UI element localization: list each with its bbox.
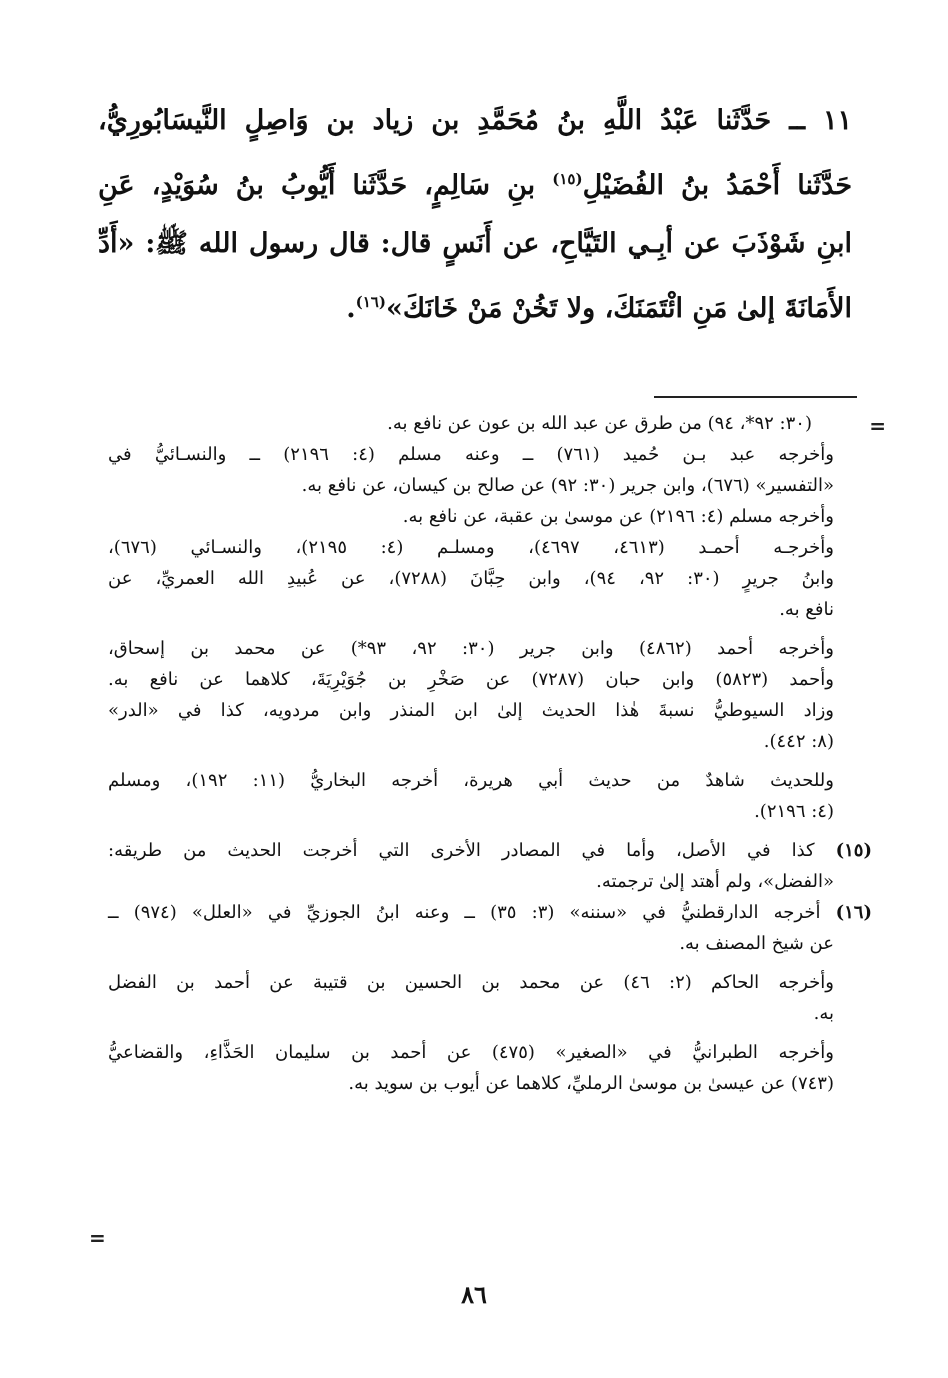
footnote-separator — [654, 396, 857, 398]
footnote-paragraph — [108, 695, 872, 757]
hadith-line-2 — [98, 150, 852, 215]
hadith-line-1: ١١ ــ حَدَّثَنا عَبْدُ اللَّهِ بنُ مُحَمَّدِ بن زياد بن وَاصِلٍ النَّيسَابُورِيُّ، — [98, 105, 852, 136]
footnote-line: وأخرجه الطبرانيُّ في «الصغير» (٤٧٥) عن أحمد بن سليمان الحَذَّاءِ، والقضاعيُّ — [108, 1042, 834, 1063]
footnote-line: وأخرجه عبد بـن حُميد (٧٦١) ــ وعنه مسلم (٤: ٢١٩٦) ــ والنسـائيُّ في — [108, 444, 835, 465]
footnote-number: (١٦) — [835, 902, 872, 923]
paragraph-gap — [108, 959, 872, 967]
footnote-line: وابنُ جريرٍ (٣٠: ٩٢، ٩٤)، وابن حِبَّانَ (٧٢٨٨)، عن عُبيدِ الله العمريِّ، عن — [108, 568, 835, 589]
footnote-ref-15: (١٥) — [552, 170, 583, 188]
footnote-number: (١٥) — [835, 840, 872, 861]
footnote-line: «التفسير» (٦٧٦)، وابن جرير (٣٠: ٩٢) عن صالح بن كيسان، عن نافع به. — [301, 475, 834, 496]
footnotes — [108, 408, 872, 1099]
footnote-16 — [108, 897, 872, 959]
hadith-line-2-b: بنِ سَالِمٍ، حَدَّثَنا أَيُّوبُ بنُ سُوَيْدٍ، عَنِ — [98, 170, 553, 201]
footnote-text: كذا في الأصل، وأما في المصادر الأخرى التي أخرجت الحديث من طريقه: — [108, 840, 836, 861]
page-number: ٨٦ — [461, 1280, 487, 1309]
footnote-line: به. — [813, 1003, 834, 1024]
hadith-line-2-a: حَدَّثَنا أَحْمَدُ بنُ الفُضَيْلِ — [582, 170, 853, 201]
paragraph-gap — [108, 757, 872, 765]
footnote-15 — [108, 835, 872, 897]
footnote-line: وأخرجه مسلم (٤: ٢١٩٦) عن موسىٰ بن عقبة، عن نافع به. — [402, 506, 834, 527]
footnote-line: «الفضل»، ولم أهتد إلىٰ ترجمته. — [596, 871, 834, 892]
footnote-line: عن شيخ المصنف به. — [679, 933, 834, 954]
footnote-line: نافع به. — [779, 599, 834, 620]
footnote-paragraph — [108, 967, 872, 1029]
footnote-line: (٣٠: ٩٢*، ٩٤) من طرق عن عبد الله بن عون عن نافع به. — [387, 413, 812, 434]
continuation-mark-bottom: = — [89, 1226, 106, 1250]
footnote-text: أخرجه الدارقطنيُّ في «سننه» (٣: ٣٥) ــ وعنه ابنُ الجوزيِّ في «العلل» (٩٧٤) ــ — [108, 902, 836, 923]
hadith-line-4-a: الأَمَانَةَ إلىٰ مَنِ ائْتَمَنَكَ، ولا تَخُنْ مَنْ خَانَكَ» — [385, 293, 852, 324]
paragraph-gap — [108, 625, 872, 633]
hadith-line-4-end: . — [346, 293, 356, 324]
footnote-paragraph — [108, 439, 872, 501]
paragraph-gap — [108, 827, 872, 835]
paragraph-gap — [108, 1029, 872, 1037]
footnote-paragraph — [108, 765, 872, 827]
footnote-ref-16: (١٦) — [355, 293, 386, 311]
footnote-line — [108, 835, 872, 866]
footnote-line: وأحمد (٥٨٢٣) وابن حبان (٧٢٨٧) عن صَخْرِ بن جُوَيْرِيَةَ، كلاهما عن نافع به. — [108, 669, 834, 690]
footnote-line: وزاد السيوطيُّ نسبةَ هٰذا الحديث إلىٰ ابن المنذر وابن مردويه، كذا في «الدر» — [108, 700, 834, 721]
footnote-paragraph — [108, 532, 872, 625]
footnote-paragraph — [108, 1037, 872, 1099]
hadith-line-4 — [98, 273, 852, 338]
footnote-paragraph — [108, 408, 872, 439]
footnote-line: وأخرجه الحاكم (٢: ٤٦) عن محمد بن الحسين بن قتيبة عن أحمد بن الفضل — [108, 972, 834, 993]
hadith-text — [98, 92, 852, 338]
footnote-line: وأخرجـه أحمـد (٤٦١٣، ٤٦٩٧)، ومسلـم (٤: ٢١٩٥)، والنسـائي (٦٧٦)، — [108, 537, 834, 558]
footnote-line: (٤: ٢١٩٦). — [754, 801, 834, 822]
hadith-line-3: ابنِ شَوْذَبَ عن أبِـي التَيَّاحِ، عن أَنَسٍ قال: قال رسول الله ﷺ: «أَدِّ — [98, 228, 852, 259]
footnote-line: وأخرجه أحمد (٤٨٦٢) وابن جرير (٣٠: ٩٢، ٩٣*) عن محمد بن إسحاق، — [108, 638, 834, 659]
footnote-line — [108, 897, 872, 928]
footnote-paragraph — [108, 633, 872, 695]
footnote-line: وللحديث شاهدٌ من حديث أبي هريرة، أخرجه البخاريُّ (١١: ١٩٢)، ومسلم — [108, 770, 834, 791]
footnote-line: (٧٤٣) عن عيسىٰ بن موسىٰ الرمليِّ، كلاهما عن أيوب بن سويد به. — [348, 1073, 834, 1094]
footnote-paragraph — [108, 501, 872, 532]
continuation-mark-top: = — [869, 414, 886, 438]
footnote-line: (٨: ٤٤٢). — [763, 731, 834, 752]
